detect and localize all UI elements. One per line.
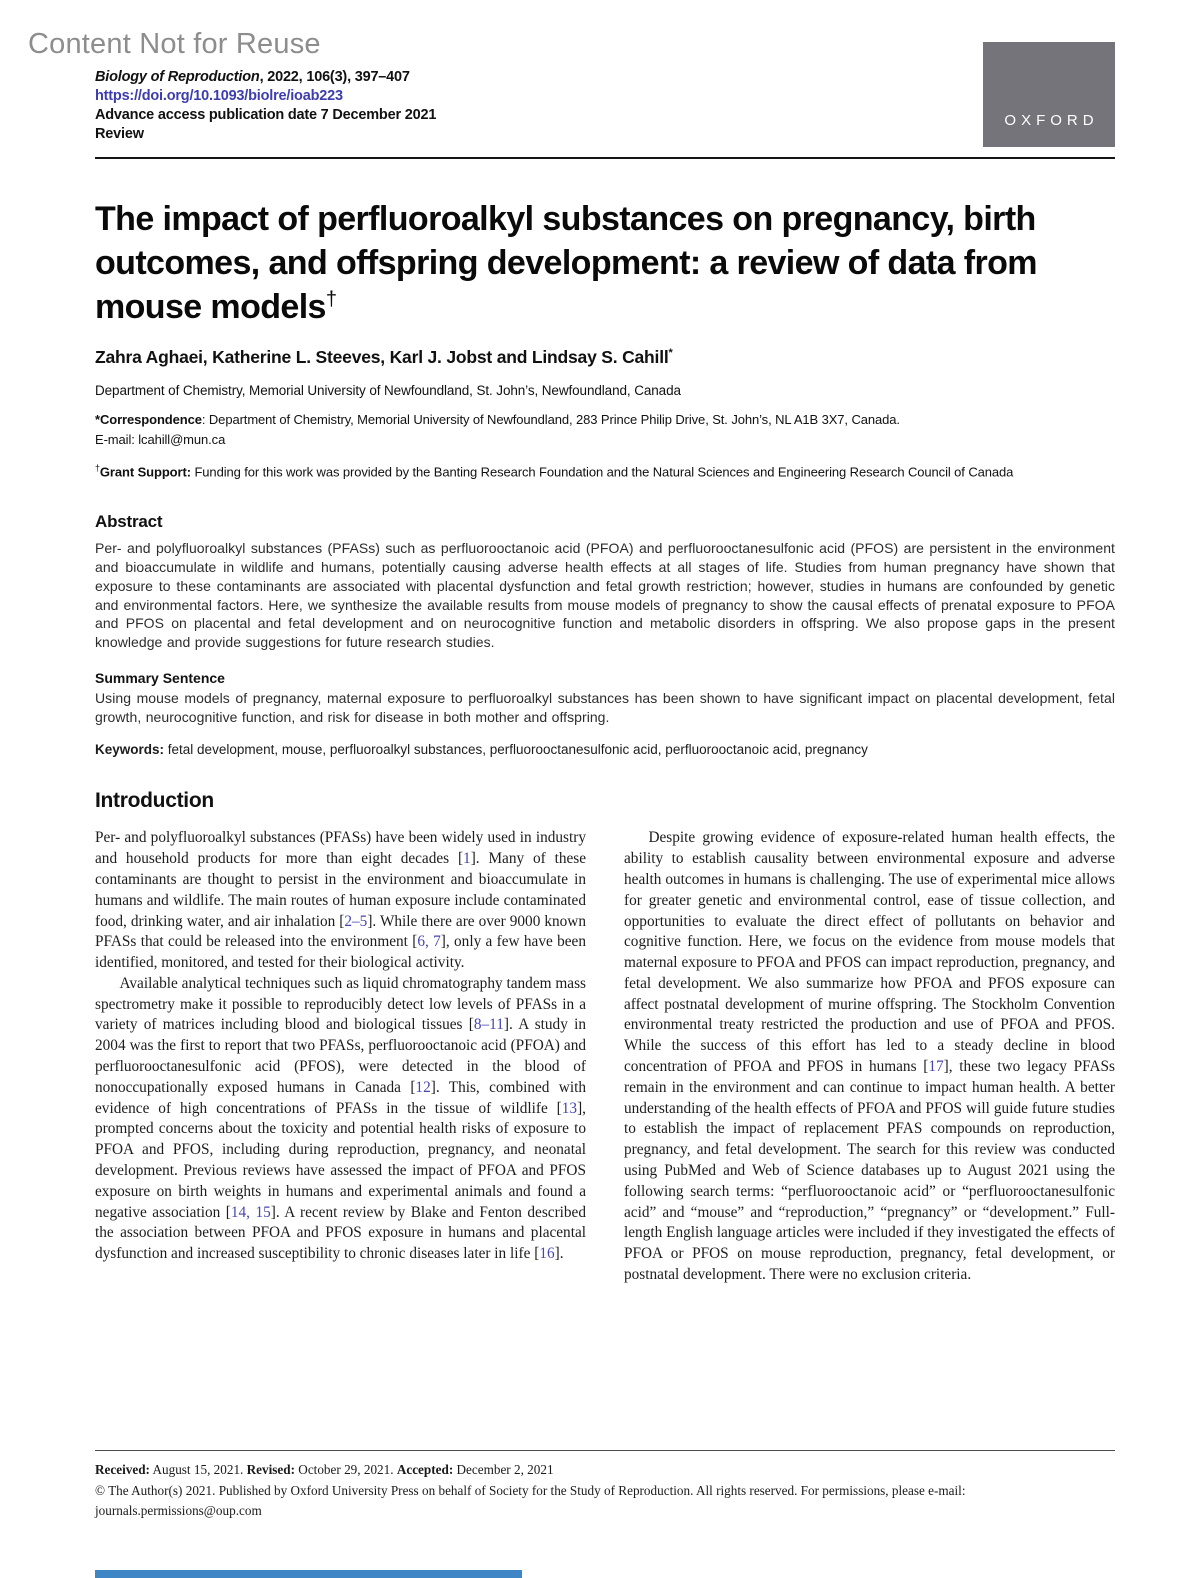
paragraph: Per- and polyfluoroalkyl substances (PFASs) have been widely used in industry and household products for more than eight decades [1]. Many of these contaminants are thought to persist in the environment and bioaccumulate in humans and wildlife. The main routes of human exposure include contaminated food, drinking water, and air inhalation [2–5]. While there are over 9000 known PFASs that could be released into the environment [6, 7], only a few have been identified, monitored, and tested for their biological activity. (95, 829, 586, 972)
citation-ref[interactable]: 14, 15 (230, 1203, 271, 1221)
footer-dates-line: Received: August 15, 2021. Revised: October 29, 2021. Accepted: December 2, 2021 (95, 1462, 554, 1478)
citation-ref[interactable]: 12 (415, 1078, 431, 1096)
journal-volume: 106(3) (306, 69, 348, 85)
citation-ref[interactable]: 16 (539, 1245, 555, 1263)
header-rule (95, 157, 1115, 159)
title-dagger: † (325, 289, 337, 312)
article-type-label: Review (95, 126, 144, 142)
introduction-body (95, 828, 1115, 1426)
citation-ref[interactable]: 2–5 (344, 912, 368, 930)
citation-ref[interactable]: 17 (928, 1058, 944, 1076)
grant-support-label: Grant Support: (99, 464, 191, 480)
journal-pages: , 397–407 (347, 69, 410, 85)
citation-ref[interactable]: 13 (561, 1099, 578, 1117)
abstract-section (95, 512, 1115, 757)
correspondence-label: *Correspondence (95, 411, 202, 427)
page-title: The impact of perfluoroalkyl substances on pregnancy, birth outcomes, and offspring development: a review of data from mouse models† (95, 200, 1037, 327)
content-not-for-reuse-watermark: Content Not for Reuse (28, 28, 321, 60)
citation-ref[interactable]: 8–11 (473, 1016, 504, 1034)
summary-sentence-body: Using mouse models of pregnancy, maternal exposure to perfluoroalkyl substances has been shown to have significant impact on placental development, fetal growth, neurocognitive function, and risk for disease in both mother and offspring. (95, 689, 1115, 725)
keywords-label: Keywords: (95, 742, 165, 758)
oxford-logo (983, 42, 1115, 147)
correspondence-note: *Correspondence: Department of Chemistry, Memorial University of Newfoundland, 283 Prince Philip Drive, St. John’s, NL A1B 3X7, Canada. E-mail: lcahill@mun.ca (95, 410, 1115, 450)
abstract-heading: Abstract (95, 512, 163, 532)
paragraph: Available analytical techniques such as liquid chromatography tandem mass spectrometry make it possible to reproducibly detect low levels of PFASs in a variety of matrices including blood and biological tissues [8–11]. A study in 2004 was the first to report that two PFASs, perfluorooctanoic acid (PFOA) and perfluorooctanesulfonic acid (PFOS), were detected in the blood of nonoccupationally exposed humans in Canada [12]. This, combined with evidence of high concentrations of PFASs in the tissue of wildlife [13], prompted concerns about the toxicity and potential health risks of exposure to PFOA and PFOS, including during reproduction, pregnancy, and neonatal development. Previous reviews have assessed the impact of PFOA and PFOS exposure on birth weights in humans and experimental animals and found a negative association [14, 15]. A recent review by Blake and Fenton described the association between PFOA and PFOS exposure in humans and placental dysfunction and increased susceptibility to chronic diseases later in life [16]. (95, 974, 587, 1263)
masthead (95, 0, 1115, 144)
affiliation-line: Department of Chemistry, Memorial University of Newfoundland, St. John’s, Newfoundland, Canada (95, 382, 681, 398)
keywords-line: Keywords: fetal development, mouse, perfluoroalkyl substances, perfluorooctanesulfonic acid, perfluorooctanoic acid, pregnancy (95, 742, 868, 758)
authors-line: Zahra Aghaei, Katherine L. Steeves, Karl J. Jobst and Lindsay S. Cahill* (95, 346, 673, 367)
grant-dagger: † (95, 462, 100, 473)
summary-sentence-heading: Summary Sentence (95, 669, 225, 686)
introduction-heading: Introduction (95, 789, 214, 813)
grant-support-note: †Grant Support: Funding for this work was provided by the Banting Research Foundation and the Natural Sciences and Engineering Research Council of Canada (95, 462, 1014, 480)
journal-citation-line: Biology of Reproduction, 2022, 106(3), 397–407 (95, 69, 410, 85)
received-label: Received: (95, 1462, 150, 1478)
revised-label: Revised: (246, 1462, 295, 1478)
abstract-body: Per- and polyfluoroalkyl substances (PFASs) such as perfluorooctanoic acid (PFOA) and perfluorooctanesulfonic acid (PFOS) are persistent in the environment and bioaccumulate in wildlife and humans, potentially causing adverse health effects at all stages of life. Studies from human pregnancy have shown that exposure to these contaminants are associated with placental dysfunction and fetal growth restriction; however, studies in humans are confounded by genetic and environmental factors. Here, we synthesize the available results from mouse models of pregnancy to show the causal effects of prenatal exposure to PFOA and PFOS on placental and fetal development and on neurocognitive function and metabolic disorders in offspring. We also propose gaps in the present knowledge and provide suggestions for future research studies. (95, 540, 1115, 651)
accepted-label: Accepted: (396, 1462, 454, 1478)
intro-column-left (95, 828, 586, 1426)
advance-access-line: Advance access publication date 7 December 2021 (95, 107, 437, 123)
corresponding-author-mark: * (668, 346, 673, 359)
doi-link[interactable]: https://doi.org/10.1093/biolre/ioab223 (95, 88, 343, 104)
email-line: E-mail: lcahill@mun.ca (95, 431, 226, 447)
journal-name: Biology of Reproduction (95, 69, 260, 85)
footer-copyright: © The Author(s) 2021. Published by Oxford University Press on behalf of Society for the Study of Reproduction. All rights reserved. For permissions, please e-mail: journals.permissions@oup.com (95, 1482, 966, 1519)
citation-ref[interactable]: 1 (463, 850, 471, 868)
footer (95, 1450, 1115, 1521)
bottom-accent-bar (95, 1570, 522, 1578)
paragraph: Despite growing evidence of exposure-related human health effects, the ability to establish causality between environmental exposure and adverse health outcomes in humans is challenging. The use of experimental mice allows for greater genetic and environmental control, ease of tissue collection, and opportunities to evaluate the direct effect of pollutants on behavior and cognitive function. Here, we focus on the evidence from mouse models that maternal exposure to PFOA and PFOS can impact reproduction, pregnancy, and fetal development. We also summarize how PFOA and PFOS exposure can affect postnatal development of murine offspring. The Stockholm Convention environmental treaty restricted the production and use of PFOA and PFOS. While the success of this effort has led to a steady decline in blood concentration of PFOA and PFOS in humans [17], these two legacy PFASs remain in the environment and can continue to impact human health. A better understanding of the health effects of PFOA and PFOS will guide future studies to establish the impact of replacement PFAS compounds on reproduction, pregnancy, and fetal development. The search for this review was conducted using PubMed and Web of Science databases up to August 2021 using the following search terms: “perfluorooctanoic acid” or “perfluorooctanesulfonic acid” and “mouse” and “reproduction,” “pregnancy” or “development.” Full-length English language articles were included if they investigated the effects of PFOA or PFOS on mouse reproduction, pregnancy, fetal development, or postnatal development. There were no exclusion criteria. (624, 829, 1115, 1284)
citation-ref[interactable]: 6, 7 (417, 933, 441, 951)
oxford-logo-text: OXFORD (1004, 112, 1099, 129)
intro-column-right (624, 828, 1115, 1426)
